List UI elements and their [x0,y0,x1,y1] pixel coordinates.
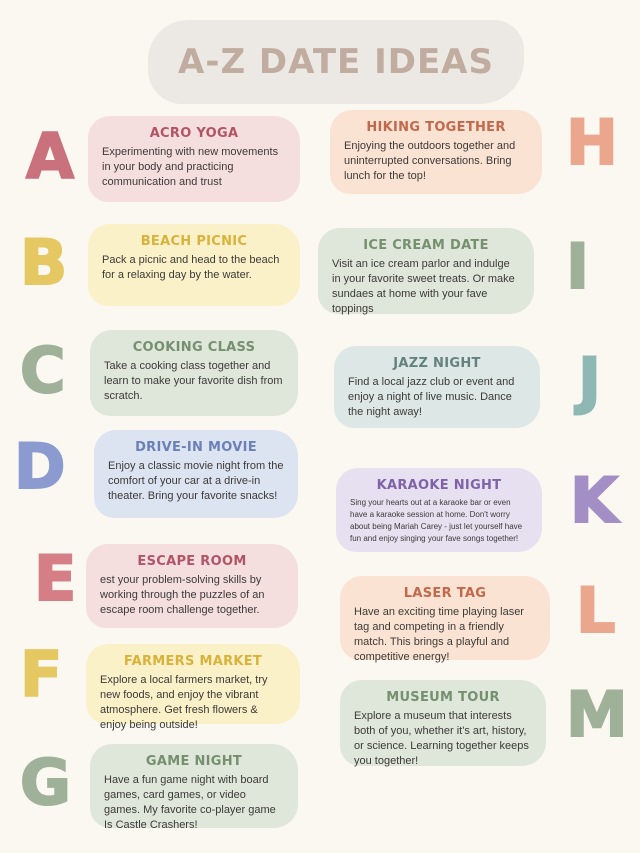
card-title: FARMERS MARKET [123,654,263,669]
card-escape-room [86,544,298,628]
card-title: ACRO YOGA [149,126,239,141]
card-title: DRIVE-IN MOVIE [135,440,257,455]
letter-d: D [14,430,66,503]
card-title: ESCAPE ROOM [137,554,247,569]
letter-i: I [566,230,590,303]
card-text: Have an exciting time playing laser tag and competing in a friendly match. This brings a playful and competitive energy! [354,606,524,663]
card-text: Enjoying the outdoors together and uninterrupted conversations. Bring lunch for the top! [344,140,516,182]
card-title: ICE CREAM DATE [363,238,489,253]
card-karaoke-night [336,468,542,552]
letter-g: G [20,746,71,819]
card-text: Experimenting with new movements in your body and practicing communication and trust [102,146,279,188]
card-farmers-market [86,644,300,731]
letter-b: B [20,226,68,299]
card-title: LASER TAG [403,586,487,601]
card-text: Find a local jazz club or event and enjoy a night of live music. Dance the night away! [348,376,515,418]
card-hiking-together [330,110,542,194]
title-banner [148,20,524,104]
letter-h: H [566,106,618,179]
card-text: Pack a picnic and head to the beach for a relaxing day by the water. [102,254,280,281]
card-drive-in-movie [94,430,298,518]
letter-m: M [566,678,628,751]
card-title: MUSEUM TOUR [386,690,500,705]
card-text: Visit an ice cream parlor and indulge in your favorite sweet treats. Or make sundaes at home with your fave toppings [332,258,515,315]
card-title: KARAOKE NIGHT [376,478,502,493]
card-museum-tour [340,680,546,766]
card-laser-tag [340,576,550,663]
letter-f: F [20,638,63,711]
card-text: Sing your hearts out at a karaoke bar or even have a karaoke session at home. Don't worry about being Mariah Carey - just let yourself have fun and enjoy singing your fave songs together! [350,498,523,543]
card-text: Explore a museum that interests both of you, whether it's art, history, or science. Learning together keeps you together! [354,710,529,767]
card-text: est your problem-solving skills by working through the puzzles of an escape room challenge together. [100,574,265,616]
letter-k: K [570,464,619,537]
letter-c: C [20,334,66,407]
letter-a: A [26,120,74,193]
card-acro-yoga [88,116,300,202]
card-beach-picnic [88,224,300,306]
card-game-night [90,744,298,831]
card-text: Have a fun game night with board games, card games, or video games. My favorite co-player game Is Castle Crashers! [104,774,276,831]
letter-l: L [576,574,616,647]
letter-j: J [578,344,602,417]
card-title: COOKING CLASS [132,340,256,355]
card-text: Explore a local farmers market, try new foods, and enjoy the vibrant atmosphere. Get fresh flowers & enjoy being outside! [100,674,268,731]
page-title: A-Z DATE IDEAS [178,42,494,82]
letter-e: E [34,542,77,615]
card-text: Take a cooking class together and learn to make your favorite dish from scratch. [104,360,283,402]
card-jazz-night [334,346,540,428]
card-text: Enjoy a classic movie night from the comfort of your car at a drive-in theater. Bring your favorite snacks! [108,460,284,502]
card-ice-cream-date [318,228,534,314]
card-title: HIKING TOGETHER [366,120,506,135]
card-title: GAME NIGHT [145,754,243,769]
card-title: JAZZ NIGHT [393,356,481,371]
card-title: BEACH PICNIC [140,234,248,249]
card-cooking-class [90,330,298,416]
